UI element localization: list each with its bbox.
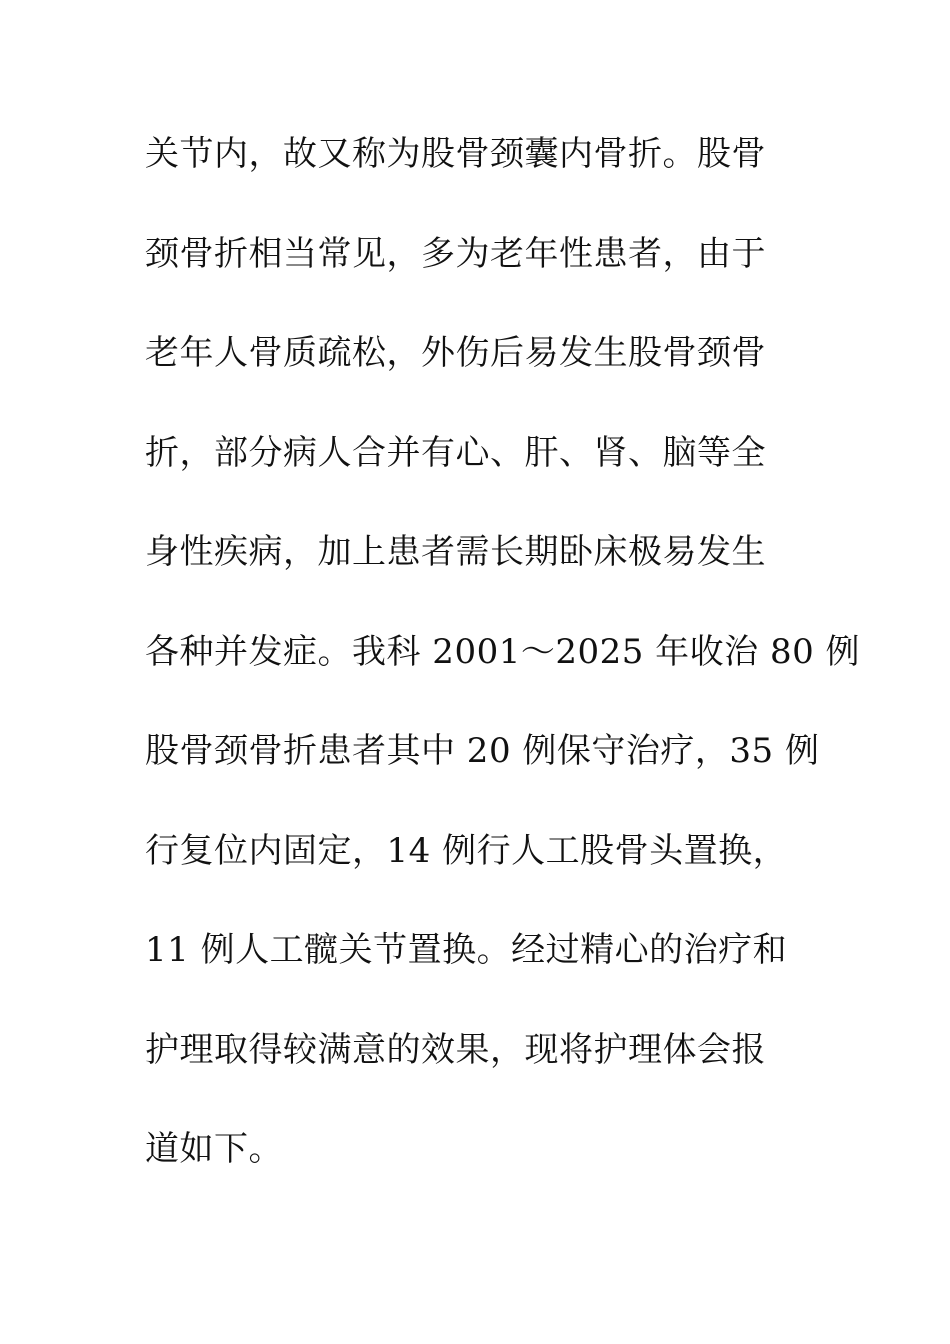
text-line: 身性疾病，加上患者需长期卧床极易发生: [145, 532, 766, 572]
text-line: 11 例人工髋关节置换。经过精心的治疗和: [145, 930, 788, 970]
text-line: 老年人骨质疏松，外伤后易发生股骨颈骨: [145, 333, 766, 373]
body-paragraph: [145, 128, 861, 1223]
text-line: 道如下。: [145, 1129, 283, 1169]
text-line: 股骨颈骨折患者其中 20 例保守治疗，35 例: [145, 731, 820, 771]
text-line: 颈骨折相当常见，多为老年性患者，由于: [145, 233, 766, 274]
text-line: 护理取得较满意的效果，现将护理体会报: [145, 1029, 766, 1070]
text-line: 关节内，故又称为股骨颈囊内骨折。股骨: [145, 134, 766, 174]
text-line: 各种并发症。我科 2001～2025 年收治 80 例: [145, 631, 861, 672]
text-line: 行复位内固定，14 例行人工股骨头置换，: [145, 830, 788, 871]
text-line: 折，部分病人合并有心、肝、肾、脑等全: [145, 432, 766, 473]
